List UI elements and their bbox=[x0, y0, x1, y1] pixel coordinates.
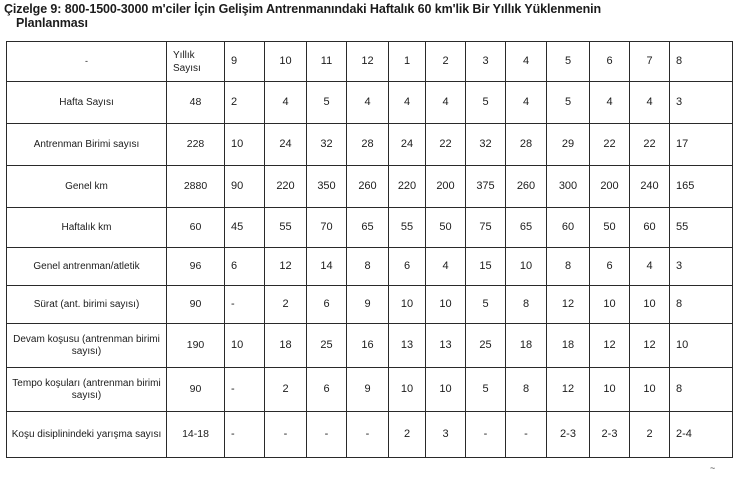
header-corner-cell: - bbox=[7, 42, 167, 82]
row-month-value: 260 bbox=[506, 166, 547, 208]
row-month-value: 13 bbox=[426, 324, 466, 368]
table-caption bbox=[4, 2, 744, 30]
row-month-value: 6 bbox=[590, 248, 630, 286]
row-month-value: 45 bbox=[225, 208, 265, 248]
row-label: Genel km bbox=[7, 166, 167, 208]
row-month-value: 4 bbox=[426, 82, 466, 124]
row-month-value: 28 bbox=[506, 124, 547, 166]
row-month-value: 200 bbox=[426, 166, 466, 208]
row-month-value: 12 bbox=[265, 248, 307, 286]
row-month-value: 10 bbox=[590, 286, 630, 324]
row-month-value: - bbox=[225, 412, 265, 458]
annual-load-table bbox=[6, 41, 733, 458]
row-month-value: 9 bbox=[347, 368, 389, 412]
row-month-value: 8 bbox=[506, 368, 547, 412]
row-month-value: 220 bbox=[265, 166, 307, 208]
row-annual-value: 228 bbox=[167, 124, 225, 166]
row-month-value: 22 bbox=[630, 124, 670, 166]
table-row bbox=[7, 368, 733, 412]
row-month-value: 4 bbox=[265, 82, 307, 124]
row-month-value: 10 bbox=[389, 286, 426, 324]
row-month-value: 22 bbox=[590, 124, 630, 166]
header-month-10: 10 bbox=[265, 42, 307, 82]
table-row bbox=[7, 412, 733, 458]
row-month-value: 240 bbox=[630, 166, 670, 208]
table-row bbox=[7, 248, 733, 286]
row-month-value: 2 bbox=[265, 368, 307, 412]
row-month-value: 10 bbox=[670, 324, 733, 368]
table-header-row bbox=[7, 42, 733, 82]
row-month-value: 70 bbox=[307, 208, 347, 248]
row-label: Tempo koşuları (antrenman birimi sayısı) bbox=[7, 368, 167, 412]
header-month-6: 6 bbox=[590, 42, 630, 82]
row-month-value: - bbox=[466, 412, 506, 458]
row-month-value: 220 bbox=[389, 166, 426, 208]
table-row bbox=[7, 124, 733, 166]
header-month-8: 8 bbox=[670, 42, 733, 82]
caption-line-2: Planlanması bbox=[16, 16, 88, 30]
row-month-value: - bbox=[265, 412, 307, 458]
row-month-value: 4 bbox=[506, 82, 547, 124]
row-month-value: 260 bbox=[347, 166, 389, 208]
header-month-3: 3 bbox=[466, 42, 506, 82]
row-month-value: 375 bbox=[466, 166, 506, 208]
row-month-value: 25 bbox=[307, 324, 347, 368]
row-month-value: 22 bbox=[426, 124, 466, 166]
row-month-value: 65 bbox=[506, 208, 547, 248]
row-annual-value: 90 bbox=[167, 286, 225, 324]
header-month-1: 1 bbox=[389, 42, 426, 82]
row-month-value: 8 bbox=[347, 248, 389, 286]
row-month-value: 24 bbox=[389, 124, 426, 166]
row-label: Koşu disiplinindeki yarışma sayısı bbox=[7, 412, 167, 458]
row-annual-value: 14-18 bbox=[167, 412, 225, 458]
row-month-value: 16 bbox=[347, 324, 389, 368]
row-month-value: 5 bbox=[466, 286, 506, 324]
row-month-value: 6 bbox=[307, 286, 347, 324]
row-month-value: 18 bbox=[506, 324, 547, 368]
row-month-value: 6 bbox=[389, 248, 426, 286]
row-month-value: 200 bbox=[590, 166, 630, 208]
header-month-9: 9 bbox=[225, 42, 265, 82]
header-annual-cell: Yıllık Sayısı bbox=[167, 42, 225, 82]
row-month-value: 4 bbox=[389, 82, 426, 124]
row-month-value: 5 bbox=[547, 82, 590, 124]
row-month-value: 8 bbox=[547, 248, 590, 286]
row-month-value: 32 bbox=[466, 124, 506, 166]
row-month-value: - bbox=[347, 412, 389, 458]
row-month-value: 3 bbox=[670, 82, 733, 124]
row-month-value: 4 bbox=[590, 82, 630, 124]
row-month-value: 4 bbox=[630, 82, 670, 124]
row-month-value: 2-3 bbox=[590, 412, 630, 458]
row-month-value: 50 bbox=[590, 208, 630, 248]
header-month-11: 11 bbox=[307, 42, 347, 82]
row-month-value: 2-3 bbox=[547, 412, 590, 458]
row-month-value: 5 bbox=[307, 82, 347, 124]
row-month-value: 32 bbox=[307, 124, 347, 166]
row-month-value: 2 bbox=[225, 82, 265, 124]
table-row bbox=[7, 82, 733, 124]
row-month-value: 2 bbox=[265, 286, 307, 324]
row-month-value: 65 bbox=[347, 208, 389, 248]
row-month-value: 55 bbox=[265, 208, 307, 248]
header-month-5: 5 bbox=[547, 42, 590, 82]
row-month-value: 4 bbox=[347, 82, 389, 124]
row-month-value: 60 bbox=[547, 208, 590, 248]
row-annual-value: 96 bbox=[167, 248, 225, 286]
row-month-value: 29 bbox=[547, 124, 590, 166]
row-month-value: 60 bbox=[630, 208, 670, 248]
row-month-value: 6 bbox=[225, 248, 265, 286]
table-row bbox=[7, 208, 733, 248]
row-month-value: 28 bbox=[347, 124, 389, 166]
row-month-value: 50 bbox=[426, 208, 466, 248]
row-month-value: 55 bbox=[670, 208, 733, 248]
table-row bbox=[7, 286, 733, 324]
row-label: Haftalık km bbox=[7, 208, 167, 248]
row-month-value: 2 bbox=[389, 412, 426, 458]
row-month-value: 3 bbox=[426, 412, 466, 458]
row-month-value: 12 bbox=[547, 286, 590, 324]
row-month-value: 12 bbox=[590, 324, 630, 368]
row-month-value: 10 bbox=[389, 368, 426, 412]
row-month-value: 10 bbox=[506, 248, 547, 286]
row-month-value: 300 bbox=[547, 166, 590, 208]
table-row bbox=[7, 166, 733, 208]
row-month-value: - bbox=[225, 368, 265, 412]
row-annual-value: 60 bbox=[167, 208, 225, 248]
row-month-value: 24 bbox=[265, 124, 307, 166]
row-month-value: 2 bbox=[630, 412, 670, 458]
caption-line-1: Çizelge 9: 800-1500-3000 m'ciler İçin Gelişim Antrenmanındaki Haftalık 60 km'lik Bir Yıllık Yüklenmenin bbox=[4, 2, 602, 16]
row-month-value: 9 bbox=[347, 286, 389, 324]
row-month-value: 8 bbox=[670, 368, 733, 412]
row-month-value: 10 bbox=[590, 368, 630, 412]
row-month-value: 2-4 bbox=[670, 412, 733, 458]
row-month-value: 10 bbox=[426, 286, 466, 324]
row-annual-value: 48 bbox=[167, 82, 225, 124]
row-month-value: 15 bbox=[466, 248, 506, 286]
table-row bbox=[7, 324, 733, 368]
row-month-value: 17 bbox=[670, 124, 733, 166]
row-month-value: 18 bbox=[265, 324, 307, 368]
row-month-value: 8 bbox=[506, 286, 547, 324]
row-month-value: 350 bbox=[307, 166, 347, 208]
row-annual-value: 190 bbox=[167, 324, 225, 368]
row-month-value: - bbox=[506, 412, 547, 458]
row-month-value: 5 bbox=[466, 368, 506, 412]
row-label: Devam koşusu (antrenman birimi sayısı) bbox=[7, 324, 167, 368]
row-month-value: 12 bbox=[630, 324, 670, 368]
row-month-value: 6 bbox=[307, 368, 347, 412]
row-month-value: 165 bbox=[670, 166, 733, 208]
row-month-value: 10 bbox=[630, 368, 670, 412]
row-label: Sürat (ant. birimi sayısı) bbox=[7, 286, 167, 324]
row-month-value: 55 bbox=[389, 208, 426, 248]
header-month-2: 2 bbox=[426, 42, 466, 82]
header-month-12: 12 bbox=[347, 42, 389, 82]
row-month-value: 18 bbox=[547, 324, 590, 368]
row-month-value: 10 bbox=[225, 324, 265, 368]
row-month-value: 4 bbox=[630, 248, 670, 286]
row-month-value: 25 bbox=[466, 324, 506, 368]
row-month-value: 13 bbox=[389, 324, 426, 368]
row-annual-value: 2880 bbox=[167, 166, 225, 208]
row-month-value: 3 bbox=[670, 248, 733, 286]
row-month-value: - bbox=[307, 412, 347, 458]
row-label: Hafta Sayısı bbox=[7, 82, 167, 124]
row-month-value: 12 bbox=[547, 368, 590, 412]
row-month-value: - bbox=[225, 286, 265, 324]
row-month-value: 8 bbox=[670, 286, 733, 324]
row-month-value: 10 bbox=[630, 286, 670, 324]
row-annual-value: 90 bbox=[167, 368, 225, 412]
row-month-value: 10 bbox=[426, 368, 466, 412]
header-month-4: 4 bbox=[506, 42, 547, 82]
row-month-value: 4 bbox=[426, 248, 466, 286]
row-label: Antrenman Birimi sayısı bbox=[7, 124, 167, 166]
row-month-value: 90 bbox=[225, 166, 265, 208]
header-month-7: 7 bbox=[630, 42, 670, 82]
row-month-value: 75 bbox=[466, 208, 506, 248]
footer-mark: ~ bbox=[710, 463, 716, 473]
row-month-value: 10 bbox=[225, 124, 265, 166]
row-month-value: 5 bbox=[466, 82, 506, 124]
row-month-value: 14 bbox=[307, 248, 347, 286]
row-label: Genel antrenman/atletik bbox=[7, 248, 167, 286]
